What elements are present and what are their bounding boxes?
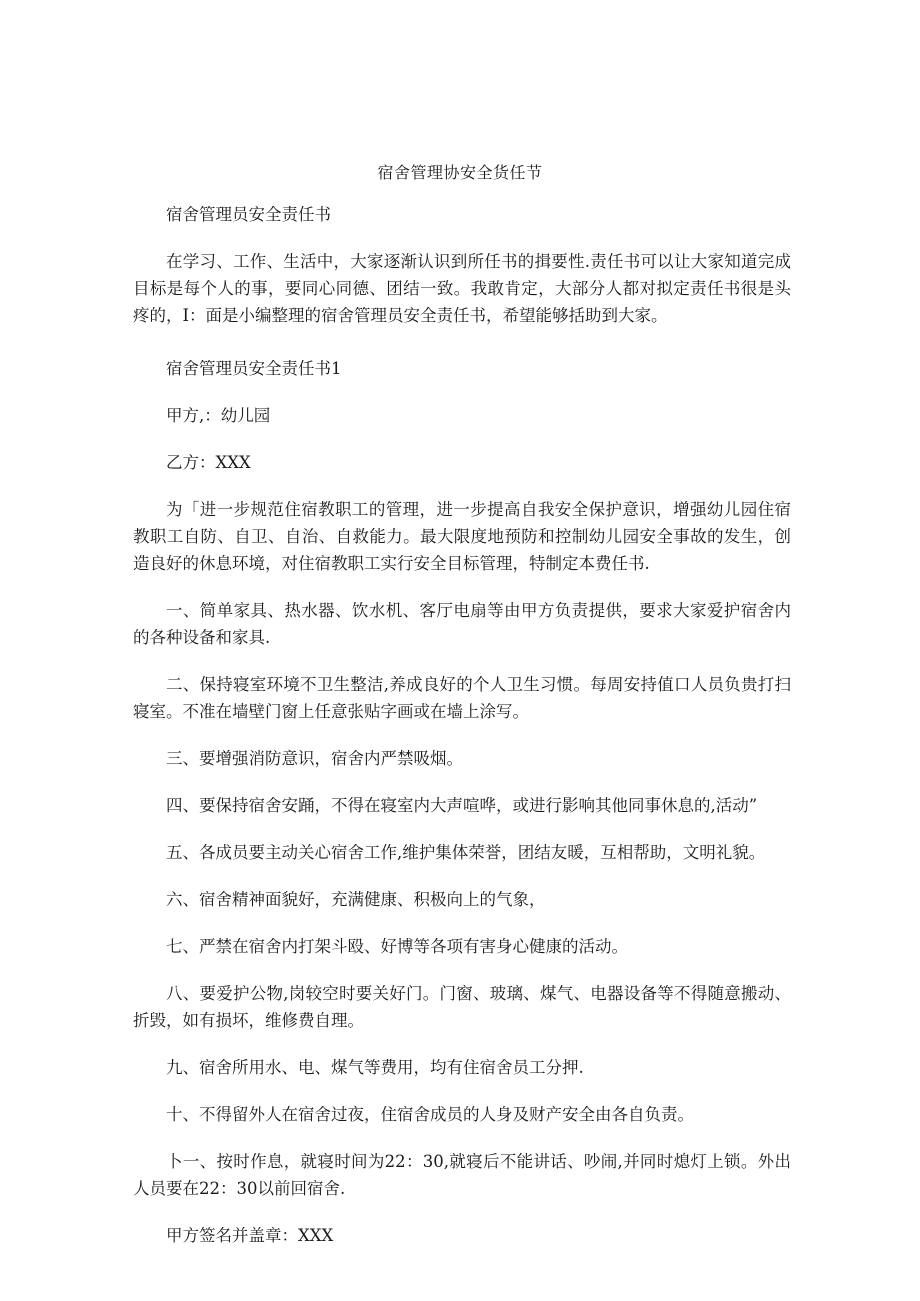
purpose-paragraph: 为「进一步规范住宿教职工的管理，进一步提高自我安全保护意识，增强幼儿园住宿教职工自防、自卫、自治、自救能力。最大限度地预防和控制幼儿园安全事故的发生，创造良好的休息环境，对住宿教职工实行安全目标管理，特制定本费任书.	[133, 500, 791, 573]
document-body	[133, 201, 791, 1269]
rule-6: 六、宿舍精神面貌好，充满健康、积极向上的气象，	[166, 890, 546, 909]
intro-paragraph: 在学习、工作、生活中，大家逐渐认识到所任书的揖要性.责任书可以让大家知道完成目标是每个人的事，要同心同德、团结一致。我敢肯定，大部分人都对拟定责任书很是头疼的，I：面是小编整理的宿舍管理员安全责任书，希望能够括助到大家。	[133, 252, 791, 325]
rule-7: 七、严禁在宿舍内打架斗殴、好博等各项有害身心健康的活动。	[166, 937, 628, 956]
party-b: 乙方：XXX	[166, 453, 251, 472]
rule-4: 四、要保持宿舍安踊，不得在寝室内大声喧哗，或进行影响其他同事休息的,活动”	[166, 796, 758, 815]
rule-8: 八、要爱护公物,岗较空时要关好门。门窗、玻璃、煤气、电器设备等不得随意搬动、折毁，如有损坏，维修费自理。	[133, 984, 791, 1030]
section-heading: 宿舍管理员安全责任书1	[166, 359, 342, 378]
rule-5: 五、各成员要主动关心宿舍工作,维护集体荣誉，团结友暖，互相帮助，文明礼貌。	[166, 843, 766, 862]
rule-10: 十、不得留外人在宿舍过夜，住宿舍成员的人身及财产安全由各自负责。	[166, 1105, 694, 1124]
party-a: 甲方,：幼儿园	[166, 406, 271, 425]
rule-9: 九、宿舍所用水、电、煤气等费用，均有住宿舍员工分押.	[166, 1058, 584, 1077]
rule-2: 二、保持寝室环境不卫生整洁,养成良好的个人卫生习惯。每周安持值口人员负贵打扫寝室。不准在墙壁门窗上任意张贴字画或在墙上涂写。	[133, 675, 791, 721]
rule-1: 一、简单家具、热水器、饮水机、客厅电扇等由甲方负责提供，要求大家爱护宿舍内的各种设备和家具.	[133, 601, 791, 647]
document-title: 宿舍管理协安全货任节	[377, 163, 543, 182]
signature-line: 甲方签名并盖章：XXX	[166, 1226, 334, 1245]
subtitle: 宿舍管理员安全责任书	[166, 205, 331, 224]
rule-11: 卜一、按时作息，就寝时间为22：30,就寝后不能讲话、吵闹,并同时熄灯上锁。外出人员要在22：30以前回宿舍.	[133, 1152, 791, 1198]
rule-3: 三、要增强消防意识，宿舍内严禁吸烟。	[166, 749, 463, 768]
